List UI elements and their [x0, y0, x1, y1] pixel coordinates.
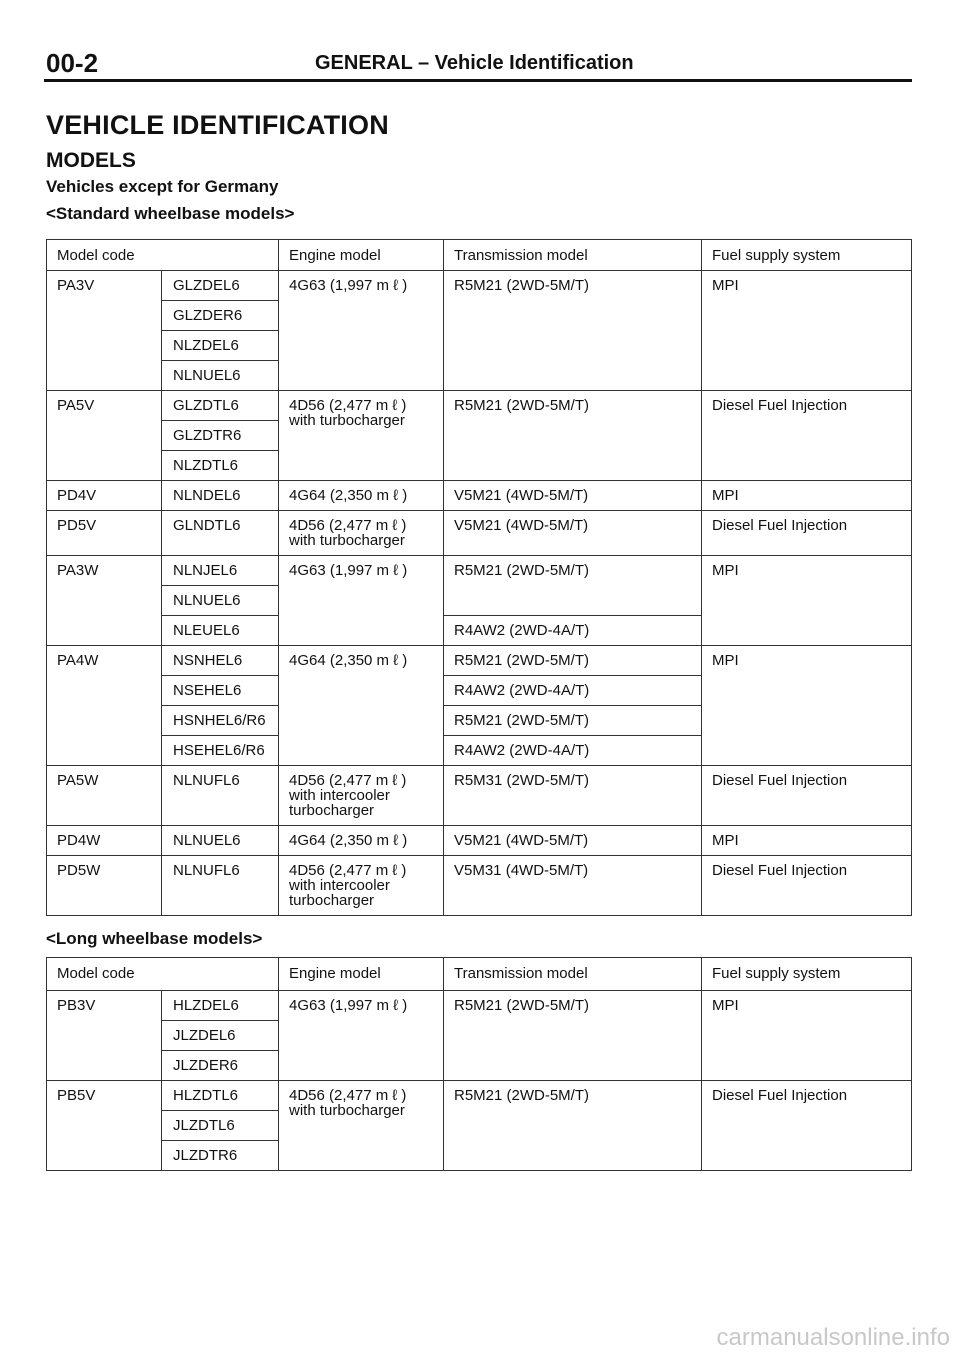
engine-model-line: with intercooler — [289, 877, 390, 894]
transmission-model-cell: R5M21 (2WD-5M/T) — [444, 706, 702, 736]
engine-model-cell — [279, 826, 444, 856]
transmission-model-cell: R5M21 (2WD-5M/T) — [444, 556, 702, 616]
model-code-cell: PB5V — [47, 1081, 162, 1171]
transmission-model-cell: R5M21 (2WD-5M/T) — [444, 391, 702, 481]
fuel-supply-cell: MPI — [702, 481, 912, 511]
engine-model-line: 4D56 (2,477 m ℓ ) — [289, 772, 407, 789]
engine-model-cell — [279, 646, 444, 766]
transmission-model-cell: V5M21 (4WD-5M/T) — [444, 826, 702, 856]
transmission-model-cell: R4AW2 (2WD-4A/T) — [444, 736, 702, 766]
column-header-model-code: Model code — [47, 958, 279, 991]
column-header-transmission-model: Transmission model — [444, 958, 702, 991]
model-code-cell: PD4W — [47, 826, 162, 856]
page-number: 00-2 — [46, 48, 99, 78]
section-heading: MODELS — [46, 149, 136, 172]
fuel-supply-cell: MPI — [702, 646, 912, 766]
column-header-transmission-model: Transmission model — [444, 240, 702, 271]
model-code-cell: PD5W — [47, 856, 162, 916]
engine-model-line: 4G63 (1,997 m ℓ ) — [289, 562, 408, 579]
variant-code-cell: HSNHEL6/R6 — [162, 706, 279, 736]
engine-model-cell — [279, 511, 444, 556]
engine-model-line: 4G64 (2,350 m ℓ ) — [289, 832, 408, 849]
transmission-model-cell: R5M21 (2WD-5M/T) — [444, 271, 702, 391]
column-header-model-code: Model code — [47, 240, 279, 271]
model-code-cell: PD4V — [47, 481, 162, 511]
engine-model-line: 4G64 (2,350 m ℓ ) — [289, 487, 408, 504]
table-row — [47, 991, 912, 1021]
variant-code-cell: NLNUFL6 — [162, 856, 279, 916]
header-rule — [44, 79, 912, 82]
variant-code-cell: NSEHEL6 — [162, 676, 279, 706]
engine-model-cell — [279, 766, 444, 826]
engine-model-cell — [279, 556, 444, 646]
variant-code-cell: NLNUEL6 — [162, 361, 279, 391]
table-header-row — [47, 958, 912, 991]
engine-model-line: 4G64 (2,350 m ℓ ) — [289, 652, 408, 669]
table-row — [47, 856, 912, 916]
variant-code-cell: GLZDER6 — [162, 301, 279, 331]
variant-code-cell: NLNUFL6 — [162, 766, 279, 826]
variant-code-cell: JLZDTL6 — [162, 1111, 279, 1141]
variant-code-cell: GLNDTL6 — [162, 511, 279, 556]
page-title: VEHICLE IDENTIFICATION — [46, 110, 389, 140]
engine-model-line: with turbocharger — [289, 1102, 405, 1119]
variant-code-cell: NLEUEL6 — [162, 616, 279, 646]
table-row — [47, 511, 912, 556]
engine-model-line: 4G63 (1,997 m ℓ ) — [289, 997, 408, 1014]
transmission-model-cell: R4AW2 (2WD-4A/T) — [444, 616, 702, 646]
fuel-supply-cell: MPI — [702, 271, 912, 391]
table-row — [47, 826, 912, 856]
variant-code-cell: GLZDEL6 — [162, 271, 279, 301]
subsection-heading: Vehicles except for Germany — [46, 177, 279, 196]
engine-model-cell — [279, 391, 444, 481]
model-code-cell: PA3V — [47, 271, 162, 391]
variant-code-cell: JLZDER6 — [162, 1051, 279, 1081]
transmission-model-cell: V5M21 (4WD-5M/T) — [444, 511, 702, 556]
engine-model-line: 4D56 (2,477 m ℓ ) — [289, 517, 407, 534]
variant-code-cell: GLZDTR6 — [162, 421, 279, 451]
variant-code-cell: HSEHEL6/R6 — [162, 736, 279, 766]
variant-code-cell: NLZDTL6 — [162, 451, 279, 481]
engine-model-cell — [279, 991, 444, 1081]
fuel-supply-cell: MPI — [702, 991, 912, 1081]
table-row — [47, 556, 912, 586]
transmission-model-cell: R5M21 (2WD-5M/T) — [444, 991, 702, 1081]
fuel-supply-cell: Diesel Fuel Injection — [702, 511, 912, 556]
page-header-title: GENERAL – Vehicle Identification — [315, 52, 634, 74]
variant-code-cell: HLZDEL6 — [162, 991, 279, 1021]
fuel-supply-cell: MPI — [702, 556, 912, 646]
transmission-model-cell: V5M31 (4WD-5M/T) — [444, 856, 702, 916]
variant-code-cell: NLZDEL6 — [162, 331, 279, 361]
variant-code-cell: NLNDEL6 — [162, 481, 279, 511]
engine-model-cell — [279, 481, 444, 511]
variant-code-cell: JLZDEL6 — [162, 1021, 279, 1051]
table-row — [47, 646, 912, 676]
transmission-model-cell: R5M31 (2WD-5M/T) — [444, 766, 702, 826]
model-code-cell: PA3W — [47, 556, 162, 646]
model-code-cell: PA5V — [47, 391, 162, 481]
fuel-supply-cell: Diesel Fuel Injection — [702, 391, 912, 481]
column-header-engine-model: Engine model — [279, 958, 444, 991]
variant-code-cell: NLNJEL6 — [162, 556, 279, 586]
variant-code-cell: NSNHEL6 — [162, 646, 279, 676]
engine-model-line: turbocharger — [289, 802, 375, 819]
table-row — [47, 766, 912, 826]
model-code-cell: PD5V — [47, 511, 162, 556]
table-row — [47, 481, 912, 511]
engine-model-line: with turbocharger — [289, 532, 405, 549]
standard-caption: <Standard wheelbase models> — [46, 204, 295, 223]
engine-model-line: with turbocharger — [289, 412, 405, 429]
long-wheelbase-table — [46, 957, 912, 1171]
fuel-supply-cell: Diesel Fuel Injection — [702, 1081, 912, 1171]
engine-model-line: 4D56 (2,477 m ℓ ) — [289, 397, 407, 414]
table-row — [47, 271, 912, 301]
fuel-supply-cell: Diesel Fuel Injection — [702, 856, 912, 916]
transmission-model-cell: R4AW2 (2WD-4A/T) — [444, 676, 702, 706]
engine-model-line: turbocharger — [289, 892, 375, 909]
engine-model-line: 4D56 (2,477 m ℓ ) — [289, 862, 407, 879]
column-header-fuel-supply-system: Fuel supply system — [702, 240, 912, 271]
transmission-model-cell: R5M21 (2WD-5M/T) — [444, 1081, 702, 1171]
variant-code-cell: JLZDTR6 — [162, 1141, 279, 1171]
column-header-fuel-supply-system: Fuel supply system — [702, 958, 912, 991]
engine-model-line: with intercooler — [289, 787, 390, 804]
variant-code-cell: NLNUEL6 — [162, 826, 279, 856]
engine-model-cell — [279, 1081, 444, 1171]
model-code-cell: PA4W — [47, 646, 162, 766]
standard-wheelbase-table — [46, 239, 912, 916]
variant-code-cell: GLZDTL6 — [162, 391, 279, 421]
engine-model-line: 4D56 (2,477 m ℓ ) — [289, 1087, 407, 1104]
variant-code-cell: NLNUEL6 — [162, 586, 279, 616]
engine-model-line: 4G63 (1,997 m ℓ ) — [289, 277, 408, 294]
watermark: carmanualsonline.info — [716, 1324, 950, 1351]
fuel-supply-cell: Diesel Fuel Injection — [702, 766, 912, 826]
transmission-model-cell: V5M21 (4WD-5M/T) — [444, 481, 702, 511]
variant-code-cell: HLZDTL6 — [162, 1081, 279, 1111]
model-code-cell: PB3V — [47, 991, 162, 1081]
table-row — [47, 1081, 912, 1111]
long-caption: <Long wheelbase models> — [46, 929, 263, 948]
column-header-engine-model: Engine model — [279, 240, 444, 271]
engine-model-cell — [279, 856, 444, 916]
table-header-row — [47, 240, 912, 271]
table-row — [47, 391, 912, 421]
engine-model-cell — [279, 271, 444, 391]
transmission-model-cell: R5M21 (2WD-5M/T) — [444, 646, 702, 676]
model-code-cell: PA5W — [47, 766, 162, 826]
fuel-supply-cell: MPI — [702, 826, 912, 856]
